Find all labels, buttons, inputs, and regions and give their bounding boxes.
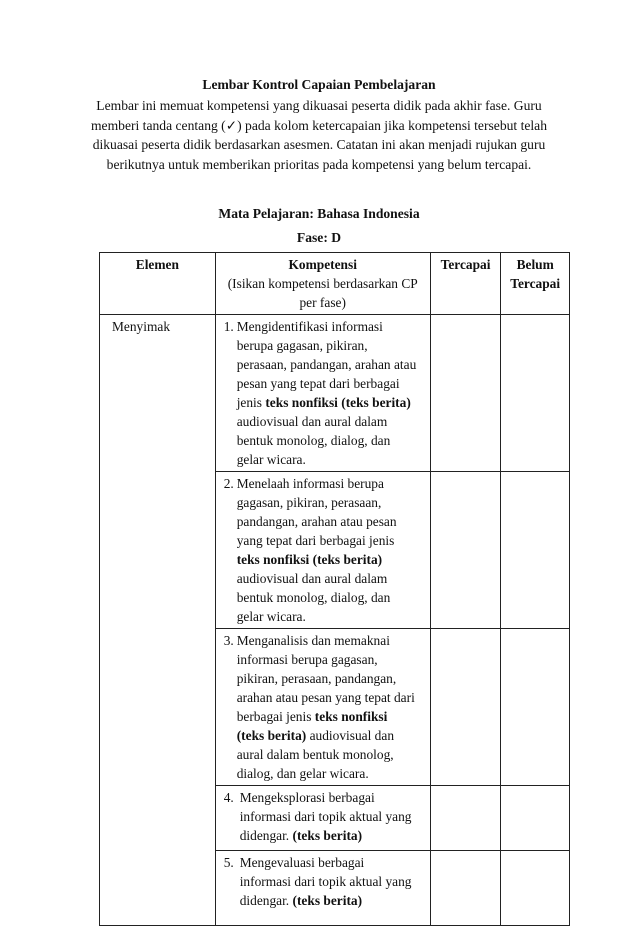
intro-text-end: ) pada kolom ketercapaian jika kompetensi tersebut telah dikuasai peserta didik berdasarkan asesmen. Catatan ini akan menjadi rujukan guru berikutnya untuk memberikan prioritas pada kompetensi yang belum tercapai. xyxy=(92,117,548,172)
tercapai-checkbox-cell[interactable] xyxy=(430,315,501,472)
belum-tercapai-checkbox-cell[interactable] xyxy=(501,851,570,926)
item-text: Mengevaluasi berbagai informasi dari topik aktual yang didengar. (teks berita) xyxy=(239,855,412,908)
belum-tercapai-checkbox-cell[interactable] xyxy=(501,629,570,786)
belum-tercapai-checkbox-cell[interactable] xyxy=(501,315,570,472)
intro-text-start: Lembar ini memuat kompetensi yang dikuasai peserta didik pada akhir fase. Guru memberi tanda centang ( xyxy=(90,98,542,133)
belum-tercapai-checkbox-cell[interactable] xyxy=(501,472,570,629)
item-text: Mengeksplorasi berbagai informasi dari topik aktual yang didengar. (teks berita) xyxy=(239,790,412,843)
competency-cell xyxy=(215,315,430,472)
item-number: 5. xyxy=(223,855,234,870)
header-kompetensi-label: Kompetensi xyxy=(288,257,357,272)
header-kompetensi-note: (Isikan kompetensi berdasarkan CP per fase) xyxy=(227,276,418,310)
elemen-cell: Menyimak xyxy=(100,315,216,926)
tercapai-checkbox-cell[interactable] xyxy=(430,786,501,851)
item-text: Menelaah informasi berupa gagasan, pikiran, perasaan, pandangan, arahan atau pesan yang tepat dari berbagai jenis teks nonfiksi (teks berita) audiovisual dan aural dalam bentuk monolog, dialog, dan gelar wicara. xyxy=(236,476,397,624)
item-number: 3. xyxy=(223,633,234,648)
item-text: Mengidentifikasi informasi berupa gagasan, pikiran, perasaan, pandangan, arahan atau pesan yang tepat dari berbagai jenis teks nonfiksi (teks berita) audiovisual dan aural dalam bentuk monolog, dialog, dan gelar wicara. xyxy=(236,319,417,467)
table-header-row xyxy=(100,253,570,315)
competency-cell xyxy=(215,851,430,926)
item-number: 2. xyxy=(223,476,234,491)
tercapai-checkbox-cell[interactable] xyxy=(430,472,501,629)
item-number: 4. xyxy=(223,790,234,805)
competency-cell xyxy=(215,629,430,786)
competency-cell xyxy=(215,786,430,851)
page-title: Lembar Kontrol Capaian Pembelajaran xyxy=(202,77,436,92)
item-number: 1. xyxy=(223,319,234,334)
phase-label: Fase: D xyxy=(296,230,342,245)
tercapai-checkbox-cell[interactable] xyxy=(430,629,501,786)
header-tercapai: Tercapai xyxy=(430,253,501,315)
competency-cell xyxy=(215,472,430,629)
competency-table xyxy=(99,252,570,926)
belum-tercapai-checkbox-cell[interactable] xyxy=(501,786,570,851)
item-text: Menganalisis dan memaknai informasi berupa gagasan, pikiran, perasaan, pandangan, arahan atau pesan yang tepat dari berbagai jenis teks nonfiksi (teks berita) audiovisual dan aural dalam bentuk monolog, dialog, dan gelar wicara. xyxy=(236,633,415,781)
header-belum-tercapai: Belum Tercapai xyxy=(501,253,570,315)
tercapai-checkbox-cell[interactable] xyxy=(430,851,501,926)
header-kompetensi xyxy=(215,253,430,315)
table-row xyxy=(100,315,570,472)
header-elemen: Elemen xyxy=(100,253,216,315)
subject-label: Mata Pelajaran: Bahasa Indonesia xyxy=(218,206,420,221)
check-mark-icon: ✓ xyxy=(225,117,238,133)
intro-paragraph xyxy=(80,96,558,174)
